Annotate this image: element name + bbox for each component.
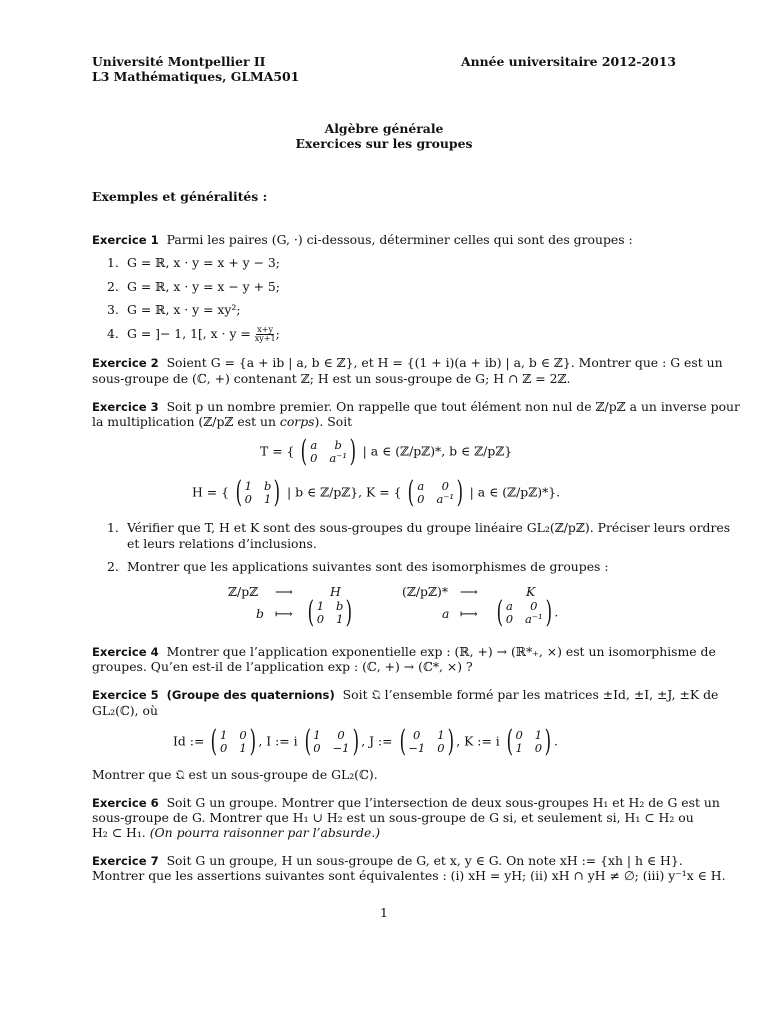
exercise-6: Exercice 6 Soit G un groupe. Montrer que l’intersection de deux sous-groupes H₁ et H₂ de G est un	[92, 795, 720, 810]
academic-year: Année universitaire 2012-2013	[460, 54, 676, 69]
exercise-3-line: la multiplication (ℤ/pℤ est un corps). Soit	[92, 414, 353, 429]
fraction: $\frac{x+y}{xy+1}$	[254, 325, 276, 343]
exercise-7-line: Montrer que les assertions suivantes sont équivalentes : (i) xH = yH; (ii) xH ∩ yH ≠ ∅; (iii) y⁻¹x ∈ H.	[92, 868, 726, 883]
map-1-var: b	[256, 606, 264, 621]
set-T-definition: T = { ( a b 0 a⁻¹ ) | a ∈ (ℤ/pℤ)*, b ∈ ℤ/pℤ}	[260, 434, 513, 469]
exercise-3-q1-line: et leurs relations d’inclusions.	[127, 536, 317, 551]
exercise-4-label: Exercice 4	[92, 645, 159, 659]
quaternion-matrices: Id := ( 1 0 0 1 ) , I := i ( 1 0 0 −1 ) , J := ( 0 1 −1 0 ) , K := i ( 0 1 1 0 ) .	[173, 724, 558, 759]
map-2-var: a	[442, 606, 450, 621]
map-1-codomain: H	[330, 584, 341, 599]
exercise-2-line: sous-groupe de (ℂ, +) contenant ℤ; H est un sous-groupe de G; H ∩ ℤ = 2ℤ.	[92, 371, 571, 386]
exercise-1-label: Exercice 1	[92, 233, 159, 247]
matrix: ( 1 b 0 1 )	[235, 475, 281, 510]
exercise-2-label: Exercice 2	[92, 356, 159, 370]
university-name: Université Montpellier II	[92, 54, 266, 69]
exercise-6-label: Exercice 6	[92, 796, 159, 810]
exercise-4: Exercice 4 Montrer que l’application exponentielle exp : (ℝ, +) → (ℝ*₊, ×) est un isomorphisme de	[92, 644, 716, 659]
map-2-matrix: ( a 0 0 a⁻¹ ) .	[496, 595, 559, 630]
exercise-1-item: 4. G = ]− 1, 1[, x · y = $\frac{x+y}{xy+1}$ ;	[107, 325, 280, 343]
exercise-3-q1: 1. Vérifier que T, H et K sont des sous-groupes du groupe linéaire GL₂(ℤ/pℤ). Préciser leurs ordres	[107, 520, 731, 535]
page-number: 1	[380, 905, 388, 920]
exercise-6-line: sous-groupe de G. Montrer que H₁ ∪ H₂ est un sous-groupe de G si, et seulement si, H₁ ⊂ H₂ ou	[92, 810, 694, 825]
map-2-domain: (ℤ/pℤ)*	[402, 584, 449, 599]
exercise-1-item: 1. G = ℝ, x · y = x + y − 3;	[107, 255, 280, 270]
exercise-7: Exercice 7 Soit G un groupe, H un sous-groupe de G, et x, y ∈ G. On note xH := {xh | h ∈ H}.	[92, 853, 683, 868]
map-2-mapsto: ⟼	[460, 606, 478, 621]
exercise-3-q2: 2. Montrer que les applications suivantes sont des isomorphismes de groupes :	[107, 559, 609, 574]
exercise-5-label: Exercice 5	[92, 688, 159, 702]
exercise-1-item: 3. G = ℝ, x · y = xy²;	[107, 302, 241, 317]
exercise-5: Exercice 5 (Groupe des quaternions) Soit 𝔔 l’ensemble formé par les matrices ±Id, ±I, ±J, ±K de	[92, 687, 719, 702]
exercise-5-line: GL₂(ℂ), où	[92, 703, 158, 718]
course-name: L3 Mathématiques, GLMA501	[92, 69, 300, 84]
map-1-arrow: ⟶	[275, 584, 293, 599]
exercise-1-item: 2. G = ℝ, x · y = x − y + 5;	[107, 279, 280, 294]
exercise-7-label: Exercice 7	[92, 854, 159, 868]
exercise-2: Exercice 2 Soient G = {a + ib | a, b ∈ ℤ}, et H = {(1 + i)(a + ib) | a, b ∈ ℤ}. Montrer que : G est un	[92, 355, 723, 370]
doc-title: Algèbre générale	[324, 121, 444, 136]
exercise-3: Exercice 3 Soit p un nombre premier. On rappelle que tout élément non nul de ℤ/pℤ a un inverse pour	[92, 399, 740, 414]
set-H-K-definition: H = { ( 1 b 0 1 ) | b ∈ ℤ/pℤ}, K = { ( a 0 0 a⁻¹ ) | a ∈ (ℤ/pℤ)*}.	[192, 475, 561, 510]
section-heading: Exemples et généralités :	[92, 189, 268, 204]
matrix: ( a b 0 a⁻¹ )	[301, 434, 357, 469]
exercise-1	[92, 234, 633, 247]
map-1-domain: ℤ/pℤ	[228, 584, 259, 599]
exercise-6-line: H₂ ⊂ H₁. (On pourra raisonner par l’absurde.)	[92, 825, 381, 840]
exercise-5-conclusion: Montrer que 𝔔 est un sous-groupe de GL₂(ℂ).	[92, 767, 378, 782]
map-1-matrix: ( 1 b 0 1 )	[307, 595, 353, 630]
doc-subtitle: Exercices sur les groupes	[295, 136, 473, 151]
map-1-mapsto: ⟼	[275, 606, 293, 621]
exercise-4-line: groupes. Qu’en est-il de l’application exp : (ℂ, +) → (ℂ*, ×) ?	[92, 659, 473, 674]
map-2-arrow: ⟶	[460, 584, 478, 599]
matrix: ( a 0 0 a⁻¹ )	[408, 475, 464, 510]
exercise-1-text: Parmi les paires (G, ·) ci-dessous, déterminer celles qui sont des groupes :	[166, 232, 633, 247]
map-2-codomain: K	[526, 584, 536, 599]
exercise-3-label: Exercice 3	[92, 400, 159, 414]
